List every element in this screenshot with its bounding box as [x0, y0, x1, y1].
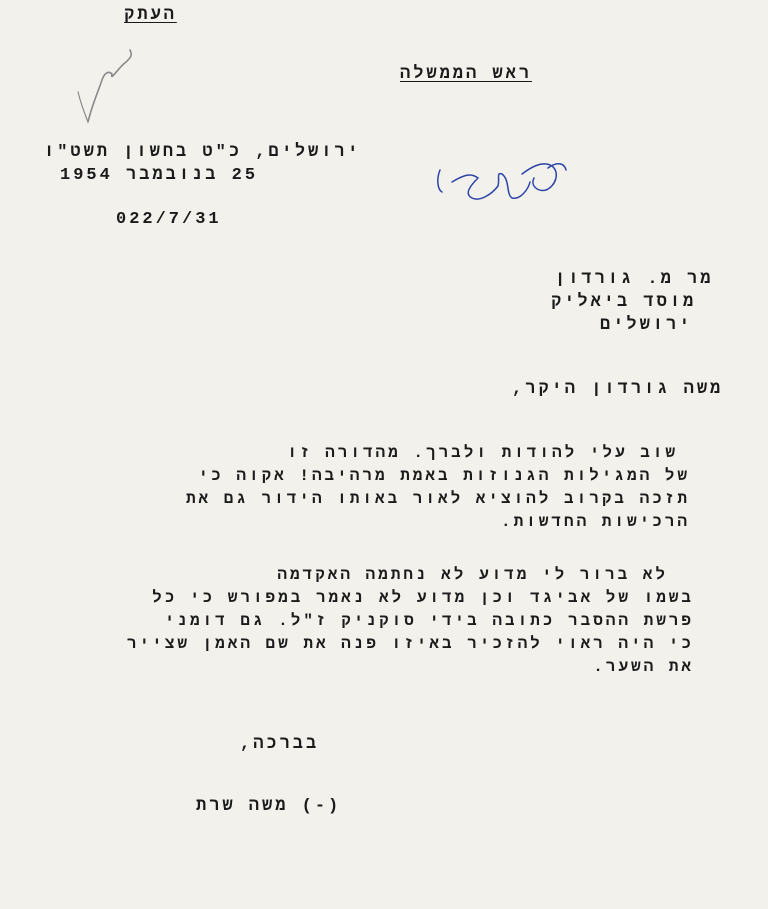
recipient-institution: מוסד ביאליק: [551, 293, 697, 312]
pencil-stroke: [78, 92, 88, 122]
pencil-check-mark: [88, 50, 131, 122]
office-title: ראש הממשלה: [400, 65, 533, 84]
closing: בברכה,: [240, 735, 320, 754]
paragraph-1-line: תזכה בקרוב להוציא לאור באותו הידור גם את: [185, 490, 690, 508]
hebrew-date: ירושלים, כ"ט בחשון תשט"ו: [44, 143, 361, 162]
paragraph-2: [90, 566, 694, 681]
paragraph-1-line: הרכישות החדשות.: [500, 513, 690, 531]
copy-label: העתק: [124, 6, 177, 25]
gregorian-date: 25 בנובמבר 1954: [60, 166, 259, 185]
reference-number: 022/7/31: [116, 210, 222, 229]
paragraph-2-line: פרשת ההסבר כתובה בידי סוקניק ז"ל. גם דומני: [164, 612, 694, 630]
paragraph-1-line: של המגילות הגנוזות באמת מרהיבה! אקוה כי: [198, 467, 690, 485]
recipient-name: מר מ. גורדון: [555, 270, 714, 289]
paragraph-1-line: שוב עלי להודות ולברך. מהדורה זו: [287, 444, 678, 462]
paragraph-1: [90, 444, 690, 536]
paragraph-2-line: לא ברור לי מדוע לא נחתמה האקדמה: [277, 566, 668, 584]
salutation: משה גורדון היקר,: [512, 380, 724, 399]
paragraph-2-line: את השער.: [593, 658, 694, 676]
paragraph-2-line: כי היה ראוי להזכיר באיזו פנה את שם האמן שצייר: [126, 635, 694, 653]
paragraph-2-line: בשמו של אביגד וכן מדוע לא נאמר במפורש כי כל: [152, 589, 694, 607]
recipient-city: ירושלים: [600, 316, 693, 335]
signature-line: (-) משה שרת: [196, 797, 342, 816]
pen-annotation-mark: [438, 164, 566, 199]
